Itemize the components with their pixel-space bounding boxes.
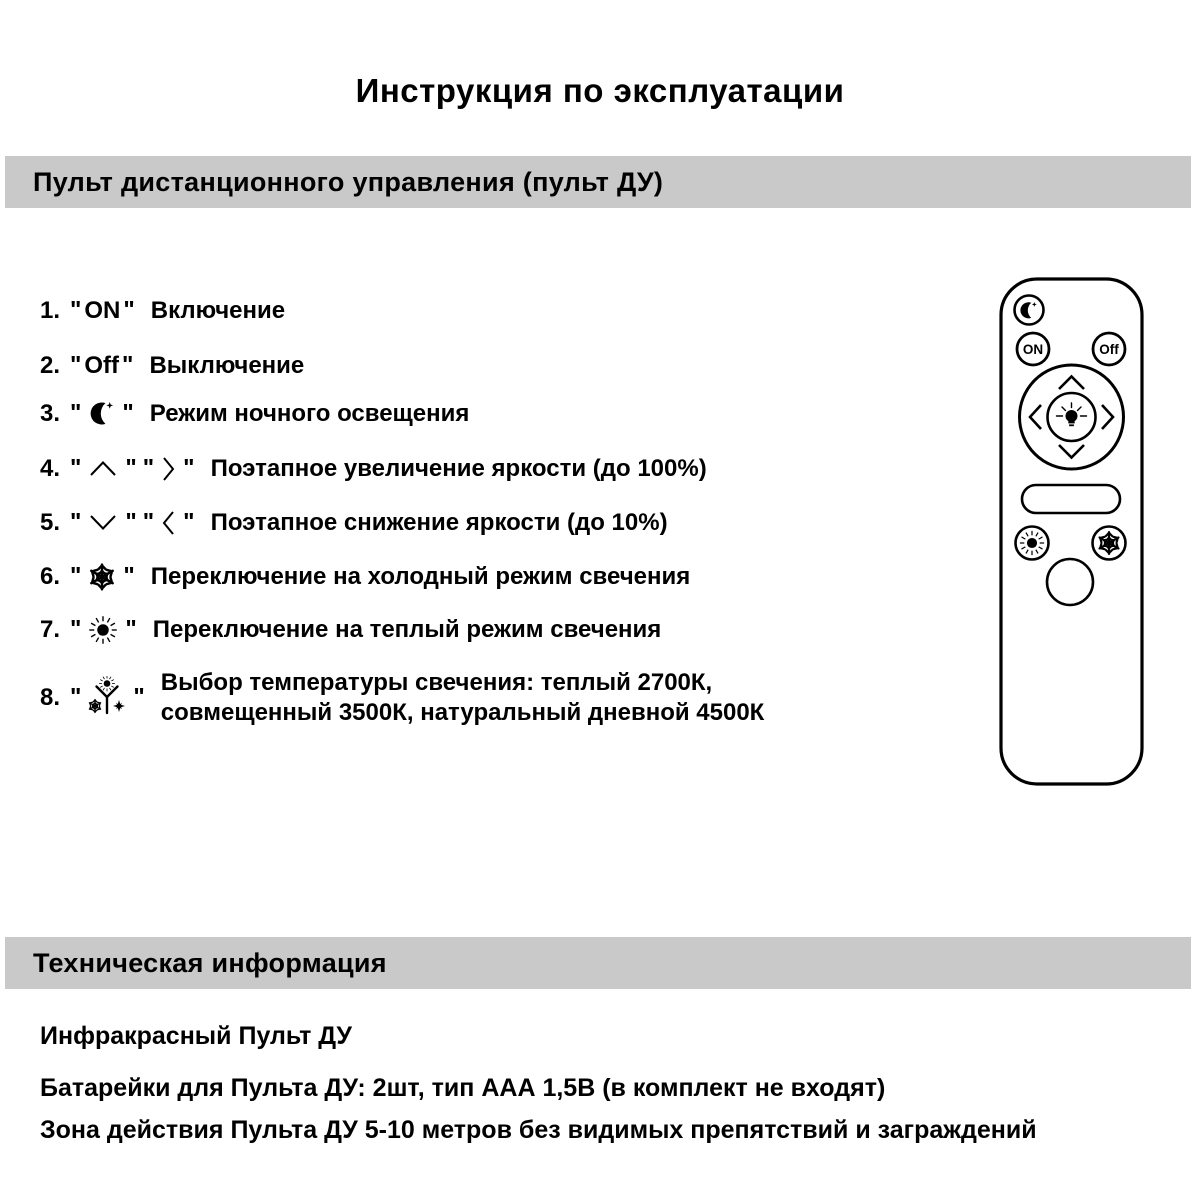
item-description: Режим ночного освещения [149, 399, 470, 427]
item-number: 1. [40, 296, 61, 324]
instruction-item-8 [40, 668, 921, 728]
cold-mode-button [1093, 527, 1126, 560]
item-description: Поэтапное увеличение яркости (до 100%) [210, 454, 707, 482]
round-button [1047, 559, 1093, 605]
quoted-token: " " [142, 508, 195, 536]
quoted-token: " Off " [70, 351, 134, 379]
chevron-right-icon [161, 455, 176, 483]
quoted-token: " " [70, 683, 145, 710]
display-window [1022, 485, 1120, 513]
instruction-item-5 [40, 507, 971, 538]
item-description: Поэтапное снижение яркости (до 10%) [210, 508, 668, 536]
section-header-tech [5, 937, 1191, 989]
chevron-up-icon [88, 460, 118, 477]
item-number: 6. [40, 562, 61, 590]
quoted-token: " " [70, 454, 137, 482]
quoted-token: " " [70, 508, 137, 536]
color-temperature-icon [88, 676, 126, 720]
snowflake-icon [88, 563, 116, 591]
item-number: 4. [40, 454, 61, 482]
off-button-label: Off [1099, 342, 1119, 358]
section-header-tech-text: Техническая информация [33, 947, 387, 978]
item-description: Переключение на теплый режим свечения [152, 615, 662, 643]
tech-info-line: Батарейки для Пульта ДУ: 2шт, тип ААА 1,5В (в комплект не входят) [40, 1074, 886, 1102]
chevron-left-icon [161, 509, 176, 537]
tech-info-line: Инфракрасный Пульт ДУ [40, 1022, 352, 1050]
quoted-token: " " [142, 454, 195, 482]
on-button-label: ON [1022, 342, 1044, 358]
quoted-token: " " [70, 615, 137, 643]
chevron-down-icon [88, 514, 118, 531]
instruction-item-1 [40, 295, 911, 326]
item-number: 5. [40, 508, 61, 536]
page-title: Инструкция по эксплуатации [355, 72, 845, 109]
center-light-button [1048, 393, 1096, 441]
remote-control-diagram [999, 277, 1145, 792]
item-description: Переключение на холодный режим свечения [150, 562, 691, 590]
section-header-remote [5, 156, 1191, 208]
item-description: Выбор температуры свечения: теплый 2700К, совмещенный 3500К, натуральный дневной 4500К [160, 669, 765, 726]
button-label-text: ON [84, 296, 121, 324]
item-number: 3. [40, 399, 61, 427]
brightness-nav-pad [1020, 365, 1124, 469]
item-description: Выключение [149, 351, 305, 379]
night-mode-button [1015, 296, 1044, 325]
moon-icon [88, 400, 115, 427]
instruction-item-4 [40, 453, 971, 484]
tech-info-line: Зона действия Пульта ДУ 5-10 метров без видимых препятствий и заграждений [40, 1116, 1037, 1144]
item-number: 8. [40, 684, 61, 711]
instruction-item-2 [40, 350, 909, 381]
on-button [1017, 333, 1049, 365]
instruction-item-6 [40, 561, 911, 592]
item-number: 7. [40, 615, 61, 643]
instruction-item-3 [40, 398, 910, 429]
quoted-token: " " [70, 399, 134, 427]
button-label-text: Off [84, 351, 120, 379]
section-header-remote-text: Пульт дистанционного управления (пульт ДУ) [33, 166, 664, 197]
sun-icon [88, 615, 118, 645]
quoted-token: " ON " [70, 296, 135, 324]
instruction-item-7 [40, 614, 913, 645]
item-number: 2. [40, 351, 61, 379]
warm-mode-button [1016, 527, 1049, 560]
item-description: Включение [150, 296, 286, 324]
quoted-token: " " [70, 562, 135, 590]
off-button [1093, 333, 1125, 365]
